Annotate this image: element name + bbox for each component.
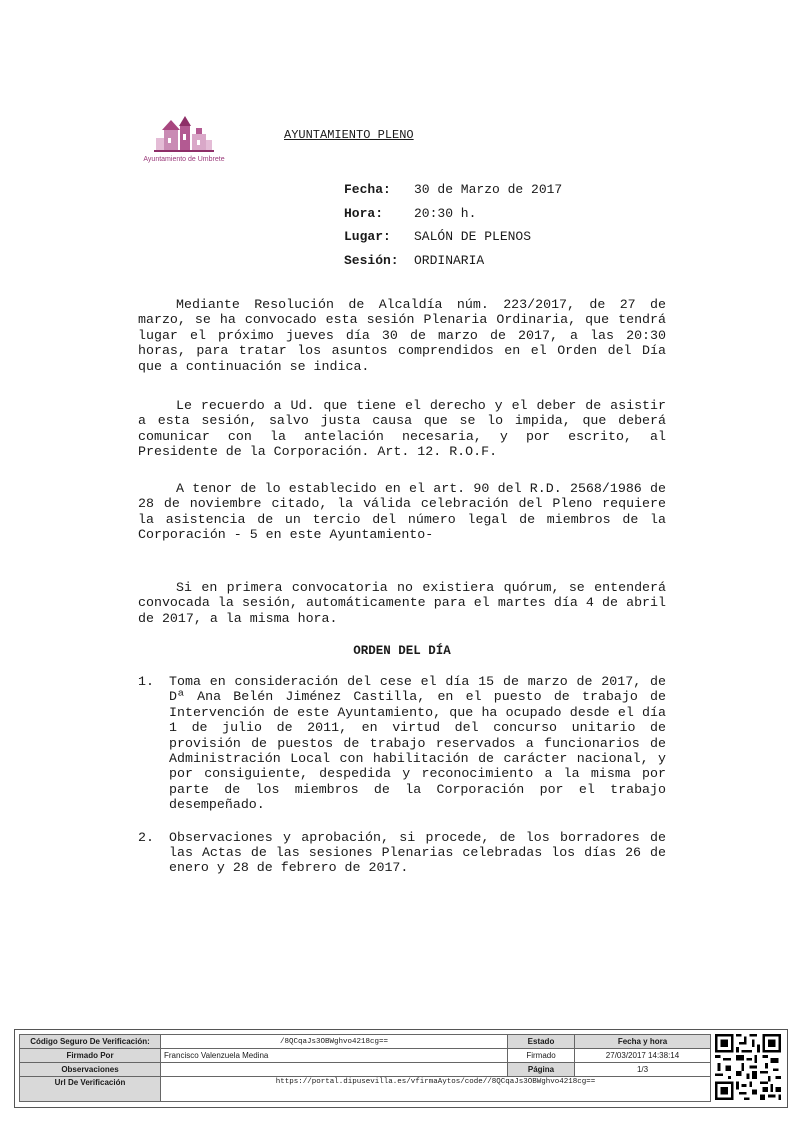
estado-label: Estado — [508, 1035, 575, 1049]
meta-value: ORDINARIA — [414, 252, 485, 268]
list-item — [138, 830, 666, 876]
meta-row-hora — [344, 202, 562, 226]
list-item-text: Observaciones y aprobación, si procede, de los borradores de las Actas de las sesiones Plenarias celebradas los días 26 de enero y 28 de febrero de 2017. — [169, 829, 666, 876]
paragraph-asistencia — [138, 398, 666, 460]
meta-label: Sesión: — [344, 252, 399, 268]
observaciones-label: Observaciones — [20, 1063, 161, 1077]
table-row — [20, 1077, 711, 1102]
fecha-hora-value: 27/03/2017 14:38:14 — [575, 1049, 711, 1063]
agenda-list — [138, 674, 666, 893]
fecha-hora-label: Fecha y hora — [575, 1035, 711, 1049]
paragraph-text: Le recuerdo a Ud. que tiene el derecho y el deber de asistir a esta sesión, salvo justa causa que se lo impida, que deberá comunicar con la antelación necesaria, y por escrito, al Presidente de la Corporación. Art. 12. R.O.F. — [138, 398, 666, 460]
table-row — [20, 1035, 711, 1049]
meta-row-lugar — [344, 225, 562, 249]
meta-row-sesion — [344, 249, 562, 273]
observaciones-value — [161, 1063, 508, 1077]
list-item-number: 2. — [138, 829, 154, 845]
pagina-value: 1/3 — [575, 1063, 711, 1077]
verification-url-link[interactable]: https://portal.dipusevilla.es/vfirmaAytos/code//8QCqaJs3OBWghvo4218cg== — [161, 1077, 711, 1102]
paragraph-text: Mediante Resolución de Alcaldía núm. 223/2017, de 27 de marzo, se ha convocado esta sesión Plenaria Ordinaria, que tendrá lugar el próximo jueves día 30 de marzo de 2017, a las 20:30 horas, para tratar los asuntos comprendidos en el Orden del Día que a continuación se indica. — [138, 297, 666, 374]
meta-row-fecha — [344, 178, 562, 202]
table-row — [20, 1049, 711, 1063]
municipal-logo — [134, 112, 234, 168]
paragraph-quorum-legal — [138, 481, 666, 543]
meta-label: Hora: — [344, 205, 384, 221]
meta-value: 30 de Marzo de 2017 — [414, 182, 563, 197]
table-row — [20, 1063, 711, 1077]
paragraph-convocatoria — [138, 297, 666, 374]
document-title: AYUNTAMIENTO PLENO — [284, 128, 414, 142]
firmado-por-label: Firmado Por — [20, 1049, 161, 1063]
agenda-title-text: ORDEN DEL DÍA — [353, 644, 451, 658]
pagina-label: Página — [508, 1063, 575, 1077]
firmado-por-value: Francisco Valenzuela Medina — [161, 1049, 508, 1063]
meta-value: 20:30 h. — [414, 205, 477, 221]
session-details — [344, 178, 562, 272]
logo-caption: Ayuntamiento de Umbrete — [143, 156, 225, 163]
paragraph-text: Si en primera convocatoria no existiera quórum, se entenderá convocada la sesión, automáticamente para el martes día 4 de abril de 2017, a la misma hora. — [138, 580, 666, 626]
meta-label: Fecha: — [344, 182, 391, 197]
list-item-text: Toma en consideración del cese el día 15 de marzo de 2017, de Dª Ana Belén Jiménez Castilla, en el puesto de trabajo de Intervención de este Ayuntamiento, que ha ocupado desde el día 1 de julio de 2011, en virtud del concurso unitario de provisión de puestos de trabajo reservados a funcionarios de Administración Local con habilitación de carácter nacional, y por consiguiente, despedida y reconocimiento a la misma por parte de los miembros de la Corporación por el trabajo desempeñado. — [169, 674, 666, 813]
paragraph-text: A tenor de lo establecido en el art. 90 del R.D. 2568/1986 de 28 de noviembre citado, la válida celebración del Pleno requiere la asistencia de un tercio del número legal de miembros de la Corporación - 5 en este Ayuntamiento- — [138, 481, 666, 543]
list-item — [138, 674, 666, 813]
town-emblem-icon — [134, 112, 234, 156]
csv-label: Código Seguro De Verificación: — [20, 1035, 161, 1049]
estado-value: Firmado — [508, 1049, 575, 1063]
verification-table — [19, 1034, 711, 1102]
meta-value: SALÓN DE PLENOS — [414, 229, 532, 244]
agenda-title — [0, 644, 800, 658]
list-item-number: 1. — [138, 674, 154, 689]
qr-code-icon — [715, 1034, 781, 1100]
csv-value: /8QCqaJs3OBWghvo4218cg== — [161, 1035, 508, 1049]
verification-footer — [14, 1029, 788, 1108]
paragraph-segunda-convocatoria — [138, 580, 666, 626]
url-label: Url De Verificación — [20, 1077, 161, 1102]
meta-label: Lugar: — [344, 229, 391, 244]
